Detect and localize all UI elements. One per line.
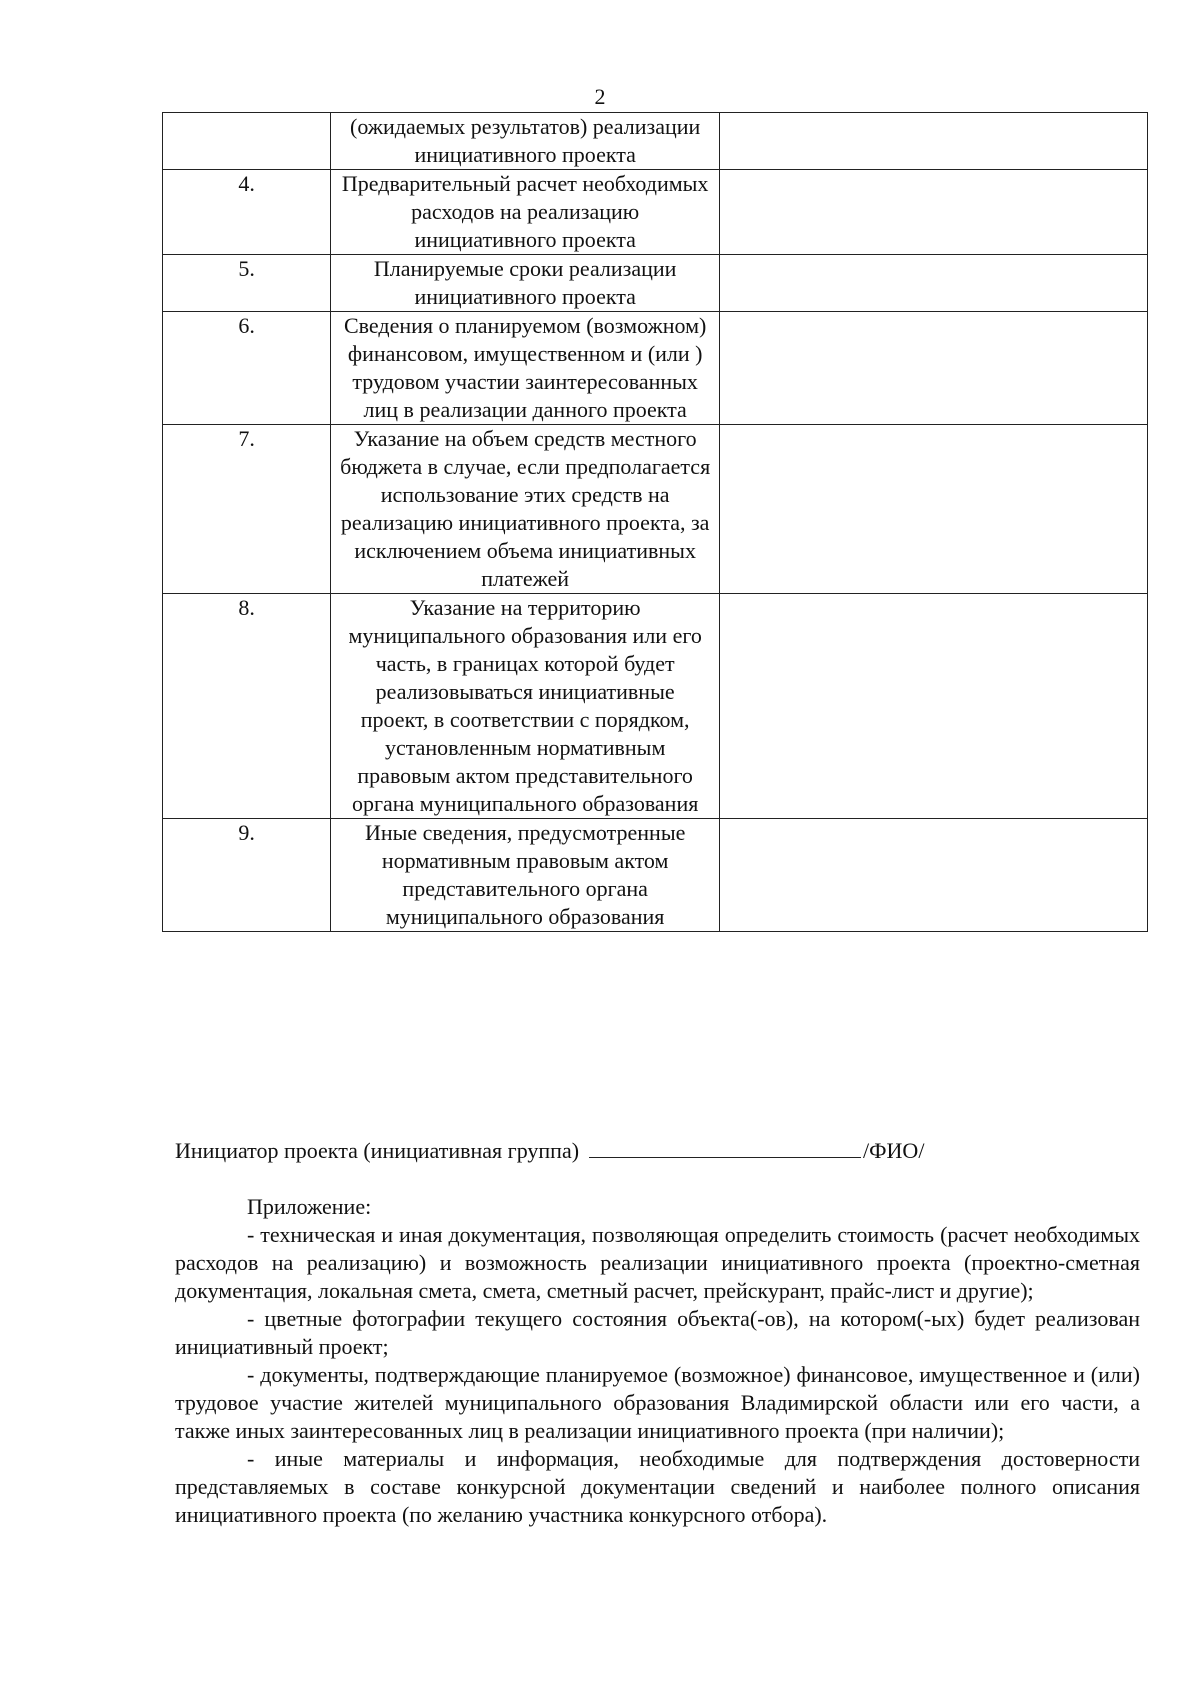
row-value-cell[interactable] [720, 170, 1148, 255]
table-row [163, 170, 1148, 255]
row-description: Предварительный расчет необходимых расходов на реализацию инициативного проекта [331, 170, 720, 255]
row-number: 9. [163, 819, 331, 932]
row-value-cell[interactable] [720, 312, 1148, 425]
row-value-cell[interactable] [720, 255, 1148, 312]
row-number: 7. [163, 425, 331, 594]
appendix-item: - документы, подтверждающие планируемое (возможное) финансовое, имущественное и (или) трудовое участие жителей муниципального образования Владимирской области или его части, а также иных заинтересованных лиц в реализации инициативного проекта (при наличии); [175, 1362, 1140, 1443]
row-description: (ожидаемых результатов) реализации инициативного проекта [331, 113, 720, 170]
initiator-suffix: /ФИО/ [863, 1138, 925, 1163]
row-description: Указание на территорию муниципального образования или его часть, в границах которой будет реализовываться инициативные проект, в соответствии с порядком, установленным нормативным правовым актом представительного органа муниципального образования [331, 594, 720, 819]
row-number: 5. [163, 255, 331, 312]
row-description: Планируемые сроки реализации инициативного проекта [331, 255, 720, 312]
table-row [163, 819, 1148, 932]
row-number: 6. [163, 312, 331, 425]
row-description: Указание на объем средств местного бюджета в случае, если предполагается использование этих средств на реализацию инициативного проекта, за исключением объема инициативных платежей [331, 425, 720, 594]
table-row [163, 425, 1148, 594]
project-info-table [162, 112, 1148, 932]
appendix-item: - техническая и иная документация, позволяющая определить стоимость (расчет необходимых расходов на реализацию) и возможность реализации инициативного проекта (проектно-сметная документация, локальная смета, смета, сметный расчет, прейскурант, прайс-лист и другие); [175, 1222, 1140, 1303]
row-number: 4. [163, 170, 331, 255]
row-value-cell[interactable] [720, 425, 1148, 594]
row-value-cell[interactable] [720, 819, 1148, 932]
appendix-item: - цветные фотографии текущего состояния объекта(-ов), на котором(-ых) будет реализован инициативный проект; [175, 1306, 1140, 1359]
table-row [163, 113, 1148, 170]
appendix-section [175, 1193, 1140, 1529]
row-value-cell[interactable] [720, 113, 1148, 170]
signature-blank-field[interactable] [589, 1135, 861, 1158]
page-number: 2 [594, 84, 606, 109]
appendix-heading: Приложение: [247, 1194, 372, 1219]
row-value-cell[interactable] [720, 594, 1148, 819]
initiator-line [175, 1135, 1135, 1165]
row-number: 8. [163, 594, 331, 819]
row-number [163, 113, 331, 170]
table-row [163, 312, 1148, 425]
table-row [163, 594, 1148, 819]
row-description: Сведения о планируемом (возможном) финансовом, имущественном и (или ) трудовом участии заинтересованных лиц в реализации данного проекта [331, 312, 720, 425]
initiator-label: Инициатор проекта (инициативная группа) [175, 1138, 580, 1163]
table-row [163, 255, 1148, 312]
appendix-item: - иные материалы и информация, необходимые для подтверждения достоверности представляемых в составе конкурсной документации сведений и наиболее полного описания инициативного проекта (по желанию участника конкурсного отбора). [175, 1446, 1140, 1527]
row-description: Иные сведения, предусмотренные нормативным правовым актом представительного органа муниципального образования [331, 819, 720, 932]
